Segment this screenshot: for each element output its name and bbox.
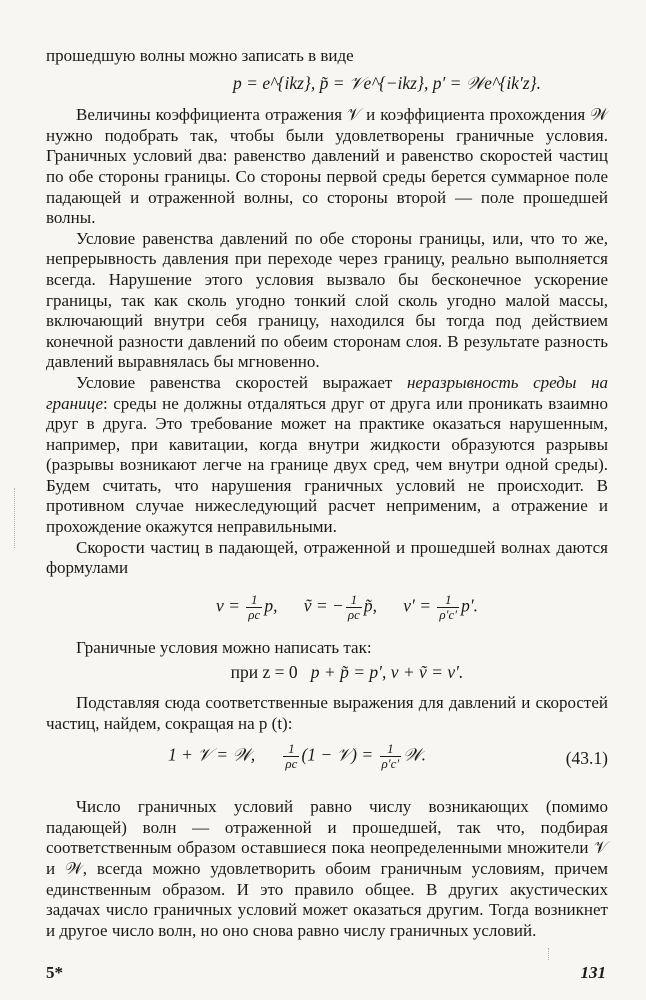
paragraph-pressure-condition: Условие равенства давлений по обе стороны границы, или, что то же, непрерывность давления при переходе через границу, реально выполняется всегда. Нарушение этого условия вызвало бы бесконечное ускорение границы, так как сколь угодно тонкий слой сколь угодно малой массы, включающий внутри себя границу, находился бы тогда под действием конечной разности давлений по обеим сторонам слоя. В результате разность давлений выравнялась бы мгновенно.	[46, 228, 608, 372]
boundary-expression: p + p̃ = p′, v + ṽ = v′.	[310, 662, 464, 683]
para3-after: : среды не должны отдаляться друг от друга или проникать взаимно друг в друга. Это требование может на практике оказаться нарушенным, например, при кавитации, когда внутри жидкости образуются разрывы (разрывы возникают легче на границе двух сред, чем внутри одной среды). Будем считать, что нарушения граничных условий не происходит. В противном случае нижеследующий расчет неприменим, а отражение и прохождение окажутся неправильными.	[46, 393, 608, 537]
v-tilde-lhs: ṽ = −	[303, 595, 344, 616]
eq-fraction-2: $\frac{1}{\rho'c'}$	[381, 741, 400, 772]
intro-line: прошедшую волны можно записать в виде	[46, 46, 354, 65]
v-tilde-rhs: p̃,	[363, 595, 377, 616]
boundary-condition: при z = 0	[230, 662, 298, 683]
margin-pencil-mark-2	[548, 948, 555, 960]
eq-left: 1 + 𝒱 = 𝒲,	[168, 744, 256, 765]
equation-number: (43.1)	[565, 748, 608, 769]
fraction-2: $\frac{1}{\rho c}$	[347, 591, 360, 622]
equation-expression	[168, 742, 426, 771]
eq-right: 𝒲.	[403, 744, 426, 765]
para3-before: Условие равенства скоростей выражает	[76, 372, 407, 392]
fraction-1: $\frac{1}{\rho c}$	[248, 591, 261, 622]
wave-formula: p = e^{ikz}, p̃ = 𝒱e^{−ikz}, p′ = 𝒲e^{ik′z}.	[233, 72, 541, 93]
v-term-rhs: p,	[264, 595, 278, 616]
page-number: 131	[580, 963, 606, 982]
v-term-lhs: v =	[215, 595, 245, 616]
v-prime-lhs: v′ =	[403, 595, 436, 616]
velocity-formula	[46, 593, 608, 622]
equation-43-1	[46, 742, 608, 771]
eq-fraction-1: $\frac{1}{\rho c}$	[285, 741, 298, 772]
eq-middle: (1 − 𝒱) =	[301, 744, 374, 765]
paragraph-coefficients: Величины коэффициента отражения 𝒱 и коэффициента прохождения 𝒲 нужно подобрать так, чтобы были удовлетворены граничные условия. Граничных условий два: равенство давлений и равенство скоростей частиц по обе стороны границы. Со стороны первой среды берется суммарное поле падающей и отраженной волны, со стороны второй — поле прошедшей волны.	[46, 105, 608, 228]
fraction-3: $\frac{1}{\rho'c'}$	[439, 591, 458, 622]
page-body	[46, 46, 608, 941]
paragraph-boundary-intro: Граничные условия можно написать так:	[76, 637, 372, 657]
paragraph-substitution: Подставляя сюда соответственные выражения для давлений и скоростей частиц, найдем, сокращая на p (t):	[46, 693, 608, 733]
paragraph-velocity-condition	[46, 373, 608, 538]
paragraph-conclusion: Число граничных условий равно числу возникающих (помимо падающей) волн — отраженной и прошедшей, так что, подбирая соответственным образом оставшиеся пока неопределенными множители 𝒱 и 𝒲, всегда можно удовлетворить обоим граничным условиям, причем единственным образом. И это правило общее. В других акустических задачах число граничных условий может оказаться другим. Тогда возникнет и другое число волн, но оно снова равно числу граничных условий.	[46, 797, 608, 940]
v-prime-rhs: p′.	[461, 595, 479, 616]
boundary-formula	[46, 662, 608, 683]
signature-mark: 5*	[46, 963, 63, 982]
paragraph-velocities-intro: Скорости частиц в падающей, отраженной и прошедшей волнах даются формулами	[46, 537, 608, 578]
para3-italic-term: неразрывность среды на границе	[46, 372, 608, 413]
margin-pencil-mark	[14, 488, 25, 548]
